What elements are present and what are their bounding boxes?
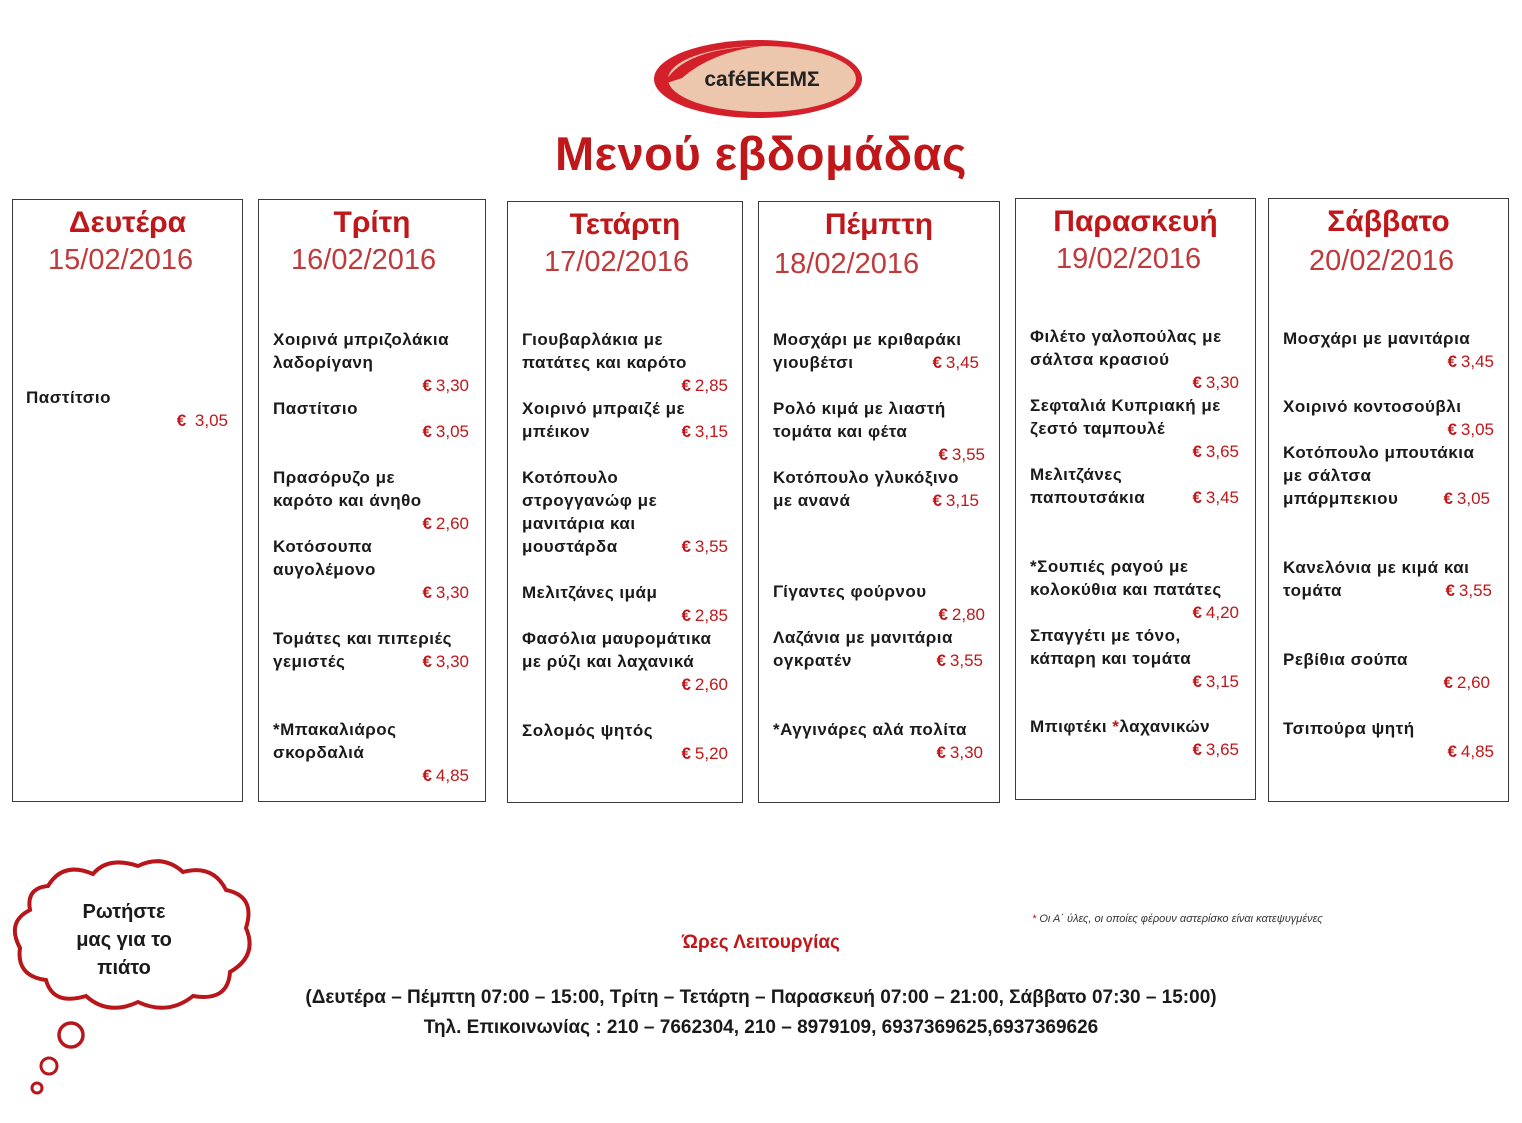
- menu-item: Χοιρινά μπριζολάκια λαδορίγανη: [273, 330, 450, 372]
- menu-item: Πρασόρυζο με καρότο και άνηθο: [273, 468, 422, 510]
- menu-item: Ρολό κιμά με λιαστή τομάτα και φέτα: [773, 399, 946, 441]
- menu-price: € 3,55: [1445, 581, 1492, 600]
- contact-phone: Τηλ. Επικοινωνίας : 210 – 7662304, 210 – 8979109, 6937369625,6937369626: [423, 1017, 1099, 1038]
- menu-price: € 4,85: [422, 766, 469, 785]
- menu-item: Κοτόσουπα αυγολέμονο: [273, 537, 376, 579]
- day-name: Σάββατο: [1327, 205, 1450, 238]
- menu-price: € 3,05: [176, 411, 228, 430]
- menu-item: Σπαγγέτι με τόνο, κάπαρη και τομάτα: [1030, 626, 1192, 668]
- menu-item: Μελιτζάνες παπουτσάκια: [1030, 465, 1146, 507]
- day-name: Παρασκευή: [1053, 205, 1218, 238]
- menu-price: € 3,15: [932, 491, 979, 510]
- menu-price: € 3,55: [938, 445, 985, 464]
- menu-item: Χοιρινό μπραιζέ με μπέικον: [522, 399, 686, 441]
- day-date: 17/02/2016: [544, 246, 690, 278]
- day-date: 15/02/2016: [48, 244, 194, 276]
- menu-price: € 3,30: [936, 743, 983, 762]
- menu-price: € 2,60: [422, 514, 469, 533]
- menu-price: € 3,15: [1192, 672, 1239, 691]
- day-date: 18/02/2016: [774, 248, 920, 280]
- menu-item: Γίγαντες φούρνου: [773, 582, 927, 601]
- menu-price: € 3,05: [1443, 489, 1490, 508]
- menu-price: € 3,45: [1447, 352, 1494, 371]
- menu-price: € 3,30: [422, 652, 469, 671]
- menu-item: Κανελόνια με κιμά και τομάτα: [1283, 558, 1470, 600]
- menu-item: Κοτόπουλο γλυκόξινο με ανανά: [773, 468, 959, 510]
- opening-hours: (Δευτέρα – Πέμπτη 07:00 – 15:00, Τρίτη – Τετάρτη – Παρασκευή 07:00 – 21:00, Σάββατο 07:30 – 15:00): [305, 987, 1217, 1008]
- menu-price: € 2,85: [681, 376, 728, 395]
- hours-title: Ώρες Λειτουργίας: [682, 932, 840, 953]
- day-name: Πέμπτη: [824, 208, 934, 241]
- menu-price: € 3,45: [932, 353, 979, 372]
- menu-price: € 2,60: [1443, 673, 1490, 692]
- menu-item: Φιλέτο γαλοπούλας με σάλτσα κρασιού: [1030, 327, 1222, 369]
- menu-price: € 3,65: [1192, 442, 1239, 461]
- menu-price: € 2,60: [681, 675, 728, 694]
- menu-item: Μελιτζάνες ιμάμ: [522, 583, 658, 602]
- menu-price: € 5,20: [681, 744, 728, 763]
- menu-item: Κοτόπουλο μπουτάκια με σάλτσα μπάρμπεκιου: [1283, 443, 1475, 508]
- day-name: Τετάρτη: [569, 208, 681, 241]
- menu-item: Χοιρινό κοντοσούβλι: [1283, 397, 1462, 416]
- frozen-footnote: * Οι Α΄ ύλες, οι οποίες φέρουν αστερίσκο είναι κατεψυγμένες: [1032, 913, 1323, 925]
- menu-price: € 3,15: [681, 422, 728, 441]
- menu-item: Μοσχάρι με κριθαράκι γιουβέτσι: [773, 330, 962, 372]
- page-title: Μενού εβδομάδας: [555, 127, 967, 180]
- day-column-thursday: [758, 201, 1000, 803]
- menu-item: *Αγγινάρες αλά πολίτα: [773, 720, 967, 739]
- day-name: Τρίτη: [333, 206, 411, 239]
- logo-text: caféΕΚΕΜΣ: [704, 68, 820, 91]
- menu-item: Μπιφτέκι *λαχανικών: [1030, 717, 1211, 736]
- menu-item: *Μπακαλιάρος σκορδαλιά: [273, 720, 397, 762]
- menu-price: € 3,30: [422, 583, 469, 602]
- cafe-ekems-logo: [652, 38, 864, 120]
- bubble-text: Ρωτήστε μας για το πιάτο: [76, 901, 172, 979]
- menu-item: Τσιπούρα ψητή: [1283, 719, 1415, 738]
- menu-item: *Σουπιές ραγού με κολοκύθια και πατάτες: [1030, 557, 1222, 599]
- menu-item: Φασόλια μαυρομάτικα με ρύζι και λαχανικά: [522, 629, 712, 671]
- menu-price: € 3,45: [1192, 488, 1239, 507]
- menu-item: Λαζάνια με μανιτάρια ογκρατέν: [773, 628, 953, 670]
- menu-item: Γιουβαρλάκια με πατάτες και καρότο: [522, 330, 687, 372]
- day-column-tuesday: [258, 199, 486, 802]
- day-date: 16/02/2016: [291, 244, 437, 276]
- menu-price: € 3,65: [1192, 740, 1239, 759]
- menu-price: € 3,05: [1447, 420, 1494, 439]
- menu-price: € 3,30: [422, 376, 469, 395]
- day-column-monday: [12, 199, 243, 802]
- menu-item: Παστίτσιο: [273, 399, 359, 418]
- day-date: 19/02/2016: [1056, 243, 1202, 275]
- menu-price: € 4,85: [1447, 742, 1494, 761]
- menu-item: Τομάτες και πιπεριές γεμιστές: [273, 629, 452, 671]
- day-name: Δευτέρα: [68, 206, 187, 239]
- day-column-friday: [1015, 198, 1256, 800]
- menu-item: Σολομός ψητός: [522, 721, 654, 740]
- menu-price: € 3,55: [681, 537, 728, 556]
- menu-price: € 3,30: [1192, 373, 1239, 392]
- menu-item: Παστίτσιο: [26, 388, 112, 407]
- day-column-wednesday: [507, 201, 743, 803]
- menu-item: Μοσχάρι με μανιτάρια: [1283, 329, 1471, 348]
- menu-price: € 4,20: [1192, 603, 1239, 622]
- menu-price: € 3,55: [936, 651, 983, 670]
- day-date: 20/02/2016: [1309, 245, 1455, 277]
- menu-price: € 2,85: [681, 606, 728, 625]
- menu-item: Κοτόπουλο στρογγανώφ με μανιτάρια και μουστάρδα: [522, 468, 658, 556]
- menu-price: € 3,05: [422, 422, 469, 441]
- menu-price: € 2,80: [938, 605, 985, 624]
- day-column-saturday: [1268, 198, 1509, 802]
- menu-item: Σεφταλιά Κυπριακή με ζεστό ταμπουλέ: [1030, 396, 1221, 438]
- menu-item: Ρεβίθια σούπα: [1283, 650, 1408, 669]
